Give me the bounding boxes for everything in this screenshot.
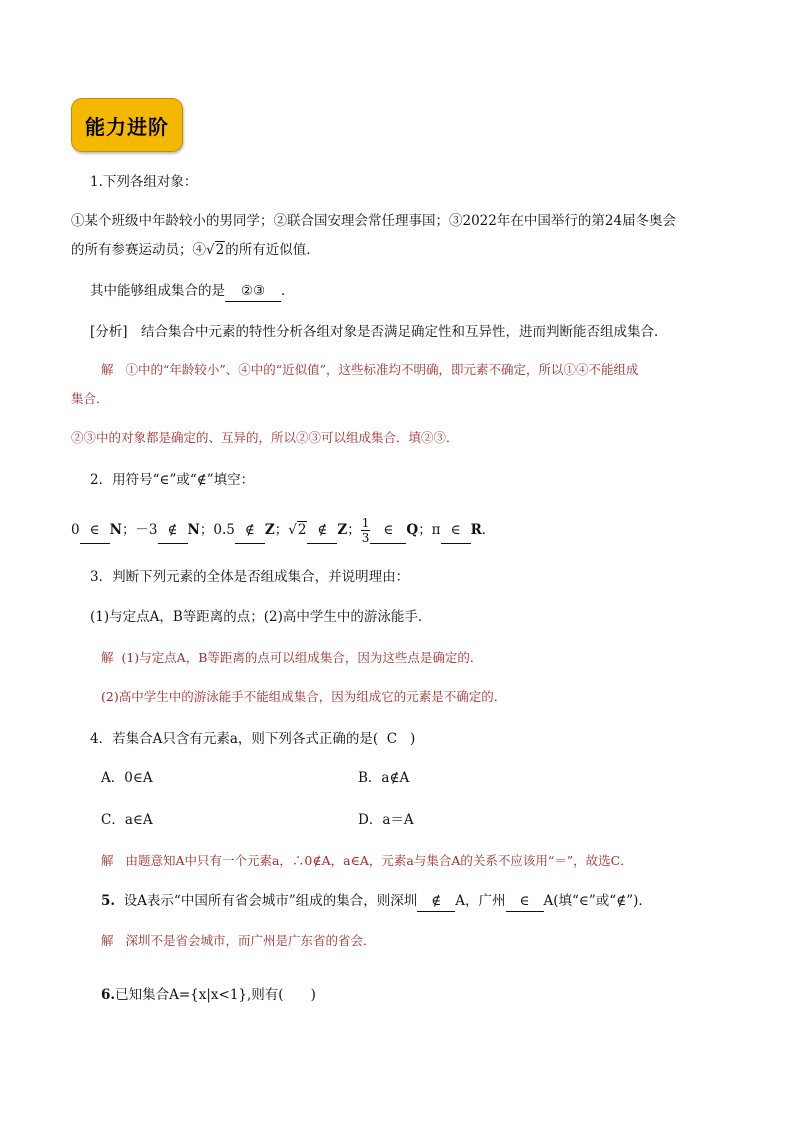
solution-label: 解 <box>101 933 114 948</box>
q1-question <box>90 281 295 302</box>
q4-stem-text: 4．若集合A只含有元素a，则下列各式正确的是( <box>90 731 379 747</box>
q1-solution-line2: 集合． <box>71 391 109 406</box>
fraction-denominator: 3 <box>361 531 370 545</box>
sqrt-symbol: √2 <box>206 242 225 258</box>
q2-answer-blank: ∉ <box>235 517 265 544</box>
solution-label: 解 <box>101 650 114 665</box>
q3-items: (1)与定点A，B等距离的点；(2)高中学生中的游泳能手． <box>90 609 432 625</box>
q5-answer-blank: ∈ <box>506 891 544 912</box>
set-symbol: Z <box>337 522 348 538</box>
set-symbol: N <box>109 522 122 538</box>
q5-number: 5. <box>101 893 116 909</box>
set-symbol: Q <box>406 522 419 538</box>
q2-item: ； <box>274 522 289 538</box>
sqrt-radicand: 2 <box>215 242 225 258</box>
q4-answer: C <box>386 731 398 747</box>
q2-answer-blank: ∈ <box>370 517 406 544</box>
q3-solution-line1 <box>101 648 482 668</box>
q2-answer-blank: ∈ <box>80 517 110 544</box>
q1-analysis: [分析] 结合集合中元素的特性分析各组对象是否满足确定性和互异性，进而判断能否组成集合． <box>90 324 668 340</box>
q2-item: ；0.5 <box>199 522 235 538</box>
sqrt-symbol: √2 <box>288 522 307 538</box>
q1-question-text: 其中能够组成集合的是 <box>90 283 225 299</box>
q1-solution-line3: ②③中的对象都是确定的、互异的，所以②③可以组成集合．填②③． <box>71 430 459 445</box>
q5-solution <box>101 931 375 951</box>
q5-stem-text: 设A表示“中国所有省会城市”组成的集合，则深圳 <box>123 893 418 909</box>
q2-item: ；π <box>418 522 441 538</box>
q2-item: 0 <box>71 522 80 538</box>
q4-option-c: C．a∈A <box>101 812 153 828</box>
q5-solution-text: 深圳不是省会城市，而广州是广东省的省会． <box>125 933 376 948</box>
set-symbol: Z <box>264 522 275 538</box>
q1-items-pre: 的所有参赛运动员；④ <box>71 242 206 258</box>
q3-solution-text: (1)与定点A，B等距离的点可以组成集合，因为这些点是确定的． <box>121 650 483 665</box>
section-title-badge <box>71 98 183 152</box>
q1-solution-line1 <box>101 360 639 380</box>
q2-item: ；－3 <box>121 522 158 538</box>
q5-answer-blank: ∉ <box>417 891 455 912</box>
solution-label: 解 <box>101 853 114 868</box>
q2-answer-blank: ∈ <box>441 517 471 544</box>
q1-items-post: 的所有近似值． <box>225 242 320 258</box>
q4-option-a: A．0∈A <box>101 770 153 786</box>
q1-solution-text: ①中的“年龄较小”、④中的“近似值”，这些标准均不明确，即元素不确定，所以①④不能组成 <box>125 362 639 377</box>
set-symbol: R <box>470 522 482 538</box>
q2-end: ． <box>481 522 496 538</box>
q4-option-b: B．a∉A <box>358 770 410 786</box>
q4-solution-text: 由题意知A中只有一个元素a，∴0∉A，a∈A，元素a与集合A的关系不应该用“＝”，故选C． <box>125 853 633 868</box>
q5-stem-mid: A，广州 <box>455 893 506 909</box>
q1-items-line2 <box>71 240 320 260</box>
q6-stem <box>101 985 316 1005</box>
set-symbol: N <box>187 522 200 538</box>
sqrt-radicand: 2 <box>297 522 307 538</box>
q2-answer-blank: ∉ <box>307 517 337 544</box>
q1-items-line1: ①某个班级中年龄较小的男同学；②联合国安理会常任理事国；③2022年在中国举行的第24届冬奥会 <box>71 213 677 229</box>
q2-stem: 2．用符号“∈”或“∉”填空： <box>90 472 255 488</box>
solution-label: 解 <box>101 362 114 377</box>
q6-stem-text: 已知集合A={x|x<1},则有( ) <box>115 987 316 1003</box>
q4-stem-end: ) <box>409 731 416 747</box>
q4-solution <box>101 851 633 871</box>
q5-stem-end: A(填“∈”或“∉”)． <box>543 893 652 909</box>
q4-option-d: D．a＝A <box>358 812 414 828</box>
q4-stem <box>90 729 415 749</box>
q1-stem: 1.下列各组对象： <box>90 174 198 190</box>
q2-answer-blank: ∉ <box>158 517 188 544</box>
q3-solution-line2: (2)高中学生中的游泳能手不能组成集合，因为组成它的元素是不确定的． <box>101 689 507 704</box>
q2-fill-line: 0 ∈ N；－3 ∉ N；0.5 ∉ Z；√2 ∉ Z； $\frac{1}{3}$ ∈ Q；π ∈ R． <box>71 516 496 545</box>
q6-number: 6. <box>101 987 116 1003</box>
q3-stem: 3．判断下列元素的全体是否组成集合，并说明理由： <box>90 569 410 585</box>
q1-question-end: ． <box>281 283 295 299</box>
q1-answer-blank: ②③ <box>225 281 281 302</box>
fraction-numerator: 1 <box>361 516 370 530</box>
fraction <box>361 516 371 545</box>
q5-stem <box>101 891 652 912</box>
section-title: 能力进阶 <box>85 114 169 139</box>
